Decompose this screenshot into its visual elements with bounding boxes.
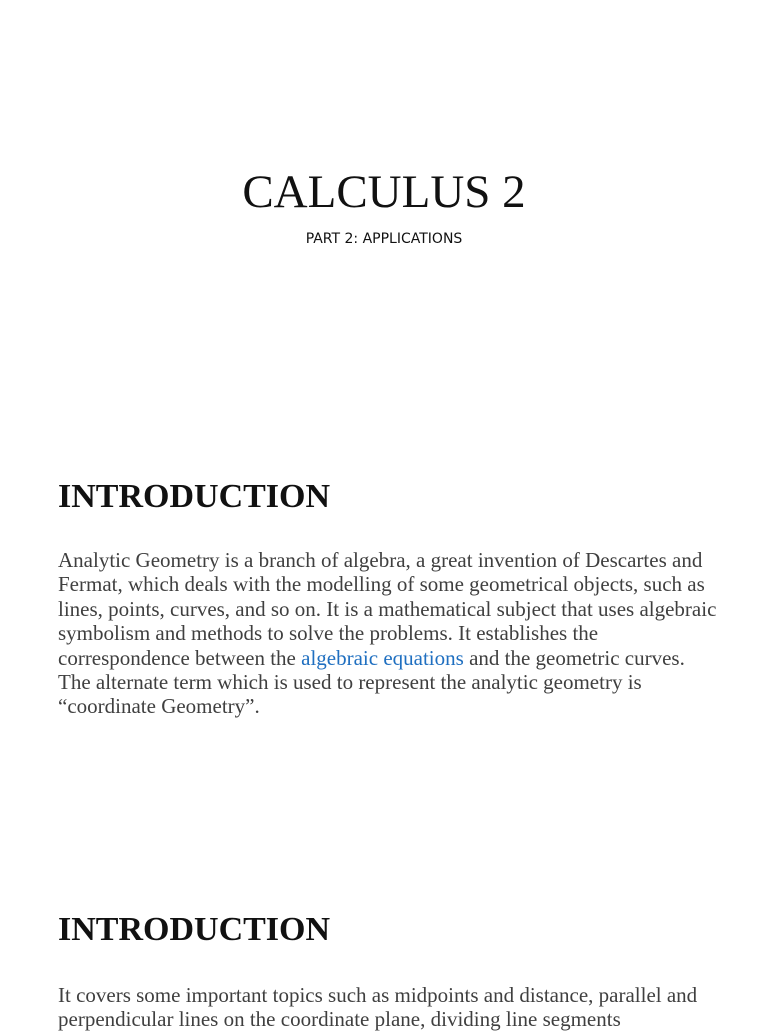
introduction-slide-1 <box>0 433 768 866</box>
intro-paragraph: It covers some important topics such as midpoints and distance, parallel and perpendicular lines on the coordinate plane, dividing line segments <box>58 983 698 1032</box>
intro-paragraph <box>58 548 718 719</box>
paragraph-text-end: and the geometric curves. The alternate term which is used to represent the analytic geometry is “coordinate Geometry”. <box>58 645 685 719</box>
document-title: CALCULUS 2 <box>242 166 526 218</box>
section-heading: INTRODUCTION <box>58 911 331 948</box>
algebraic-equations-link[interactable]: algebraic equations <box>301 645 464 670</box>
section-heading: INTRODUCTION <box>58 478 331 515</box>
document-subtitle: PART 2: APPLICATIONS <box>305 231 463 247</box>
title-slide <box>0 0 768 433</box>
introduction-slide-2 <box>0 866 768 1032</box>
paragraph-text-start: Analytic Geometry is a branch of algebra, a great invention of Descartes and Fermat, which deals with the modelling of some geometrical objects, such as lines, points, curves, and so on. It is a mathematical subject that uses algebraic symbolism and methods to solve the problems. It establishes the correspondence between the <box>58 548 717 670</box>
